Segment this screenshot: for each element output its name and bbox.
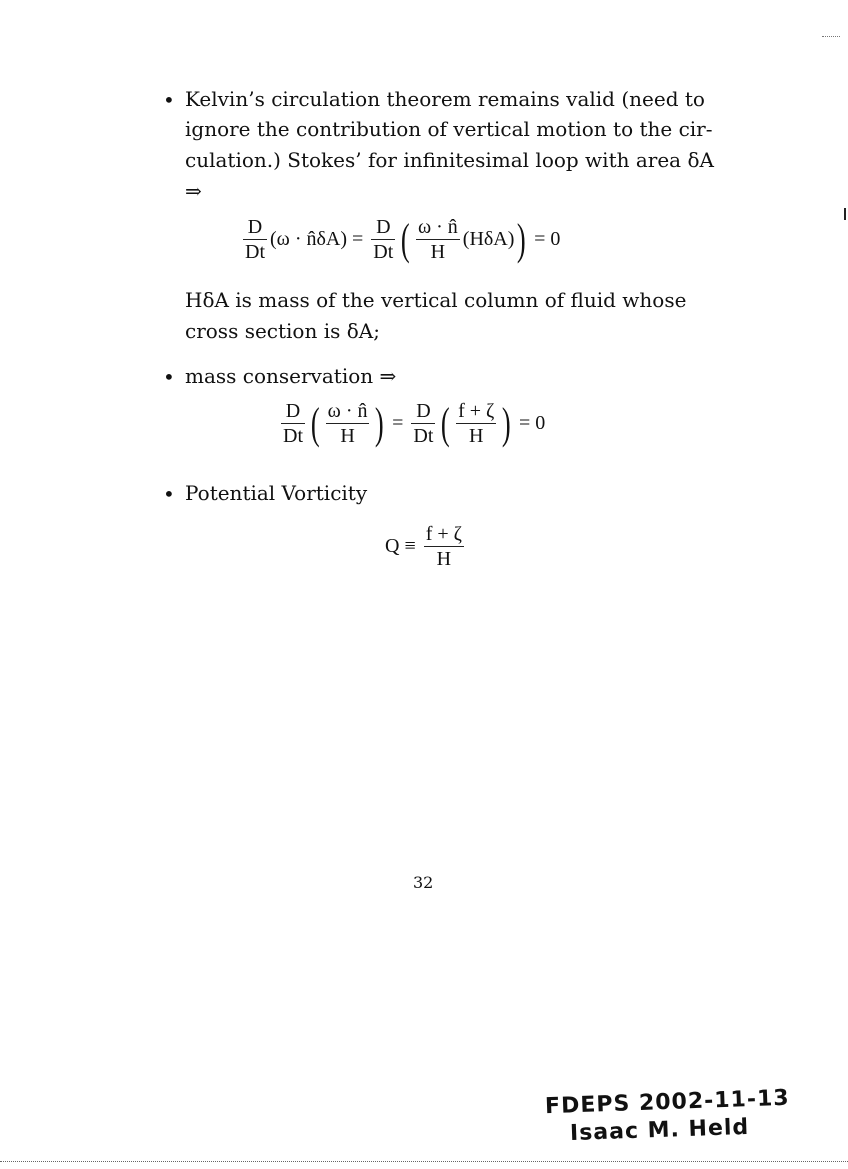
- fraction-b: $\frac{f + \zeta}{H}$: [458, 400, 495, 447]
- paragraph-line: ignore the contribution of vertical motion to the cir-: [185, 117, 713, 141]
- equals-sign: =: [392, 412, 404, 434]
- operator-fraction: $\frac{D}{Dt}$: [283, 400, 303, 447]
- bullet-text: mass conservation ⇒: [185, 364, 397, 388]
- equation-kelvin: $\frac{D}{Dt}$ (ω · n̂δA) = $\frac{D}{Dt}$ ( $\frac{\omega \cdot n̂}{H}$ (HδA)) = 0: [245, 215, 561, 264]
- equation-potential-vorticity: [385, 522, 467, 571]
- bullet-text: Potential Vorticity: [185, 481, 368, 505]
- inner-fraction: $\frac{\omega \cdot n̂}{H}$: [417, 216, 458, 263]
- implies-arrow: ⇒: [185, 179, 202, 203]
- lhs-argument: (ω · n̂δA) =: [270, 228, 364, 250]
- equation-result: = 0: [518, 412, 546, 434]
- scan-mark: [822, 36, 840, 37]
- equation-mass-conservation: $\frac{D}{Dt}$ ( $\frac{\omega \cdot n̂}{H}$ ) = $\frac{D}{Dt}$ ( $\frac{f + \zeta}{H}$ ) = 0: [283, 399, 546, 448]
- note-line: HδA is mass of the vertical column of fluid whose: [185, 288, 687, 312]
- note-line: cross section is δA;: [185, 319, 380, 343]
- inner-tail: (HδA): [462, 228, 515, 250]
- fraction-a: $\frac{\omega \cdot n̂}{H}$: [327, 400, 368, 447]
- page-number: 32: [413, 873, 434, 892]
- handwritten-course-date: FDEPS 2002-11-13: [544, 1085, 791, 1120]
- pv-lhs: Q ≡: [385, 535, 416, 557]
- bullet-dot: •: [163, 88, 175, 112]
- operator-fraction: $\frac{D}{Dt}$: [373, 216, 394, 263]
- operator-fraction: $\frac{D}{Dt}$: [413, 400, 434, 447]
- paragraph-line: Kelvin’s circulation theorem remains valid (need to: [185, 87, 705, 111]
- pv-fraction: $\frac{f + \zeta}{H}$: [425, 523, 462, 570]
- paragraph-line: culation.) Stokes’ for infinitesimal loop with area δA: [185, 148, 714, 172]
- operator-fraction: $\frac{D}{Dt}$: [245, 216, 265, 263]
- equation-result: = 0: [534, 228, 561, 250]
- bullet-dot: •: [163, 365, 175, 389]
- handwritten-author: Isaac M. Held: [569, 1114, 750, 1147]
- scan-edge-line: [0, 1161, 848, 1162]
- bullet-dot: •: [163, 482, 175, 506]
- scan-mark: [844, 208, 846, 220]
